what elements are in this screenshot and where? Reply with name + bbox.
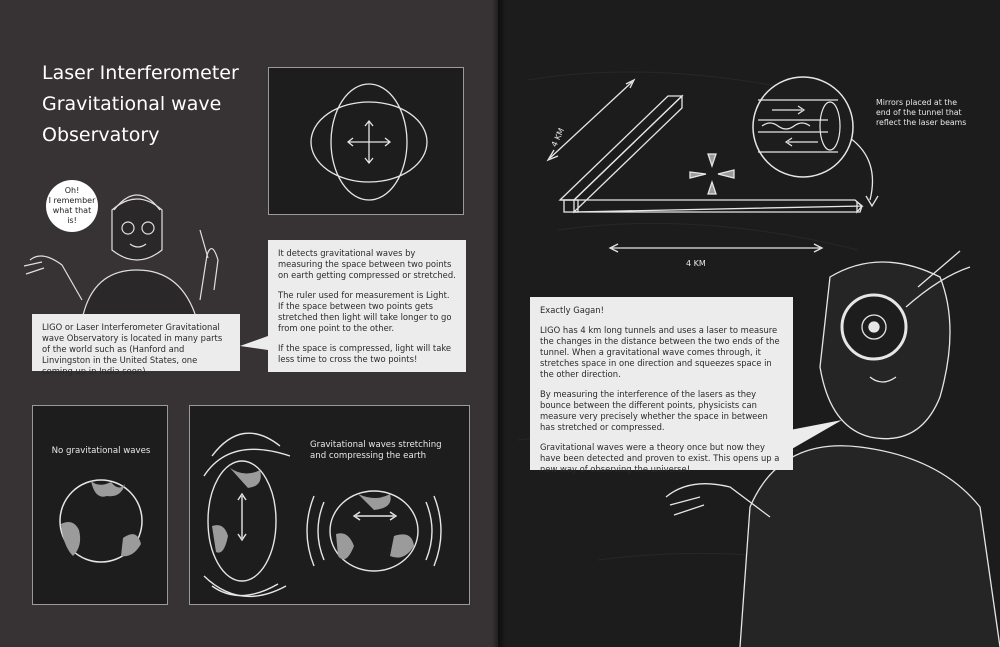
caption-pointer (240, 334, 270, 354)
mirror-note: Mirrors placed at the end of the tunnel that reflect the laser beams (876, 98, 967, 127)
speech-bubble: Oh! I remember what that is! (46, 180, 98, 232)
caption-gagan-pointer (790, 420, 850, 460)
caption-gagan: Exactly Gagan! LIGO has 4 km long tunnels and uses a laser to measure the changes in the distance between the two ends of the tunnel. When a gravitational wave comes through, it stretches space in one direction and squeezes space in the other direction. By measuring the interference of the lasers as they bounce between the different points, physicists can measure very precisely whether the space in between has stretched or compressed. Gravitational waves were a theory once but now they have been detected and proven to exist. This opens up a new way of observing the universe! (530, 297, 793, 470)
arm-label-horizontal: 4 KM (686, 259, 706, 268)
book-gutter (492, 0, 506, 647)
arm-label-vertical: 4 KM (549, 126, 567, 149)
panel-no-waves (32, 405, 168, 605)
caption-detects: It detects gravitational waves by measuring the space between two points on earth getting compressed or stretched. The ruler used for measurement is Light. If the space between two points gets stretched then light will take longer to go from one point to the other. If the space is compressed, light will take less time to cross the two points! (268, 240, 466, 372)
mirror-zoom-icon (748, 72, 858, 182)
earth-icon (33, 406, 168, 605)
panel-waves (189, 405, 470, 605)
panel-stretch-diagram (268, 67, 464, 215)
panel-no-waves-label: No gravitational waves (51, 446, 151, 456)
stretched-earths-icon (190, 406, 470, 605)
title-line-3: Observatory (42, 124, 160, 146)
title-line-2: Gravitational wave (42, 93, 222, 115)
title-line-1: Laser Interferometer (42, 62, 239, 84)
stretch-diagram-icon (269, 68, 464, 215)
caption-ligo: LIGO or Laser Interferometer Gravitational wave Observatory is located in many parts of the world such as (Hanford and Linvingston in the United States, one coming up in India soon). (32, 314, 240, 371)
page-title (42, 58, 262, 151)
panel-waves-label: Gravitational waves stretching and compressing the earth (310, 440, 442, 461)
